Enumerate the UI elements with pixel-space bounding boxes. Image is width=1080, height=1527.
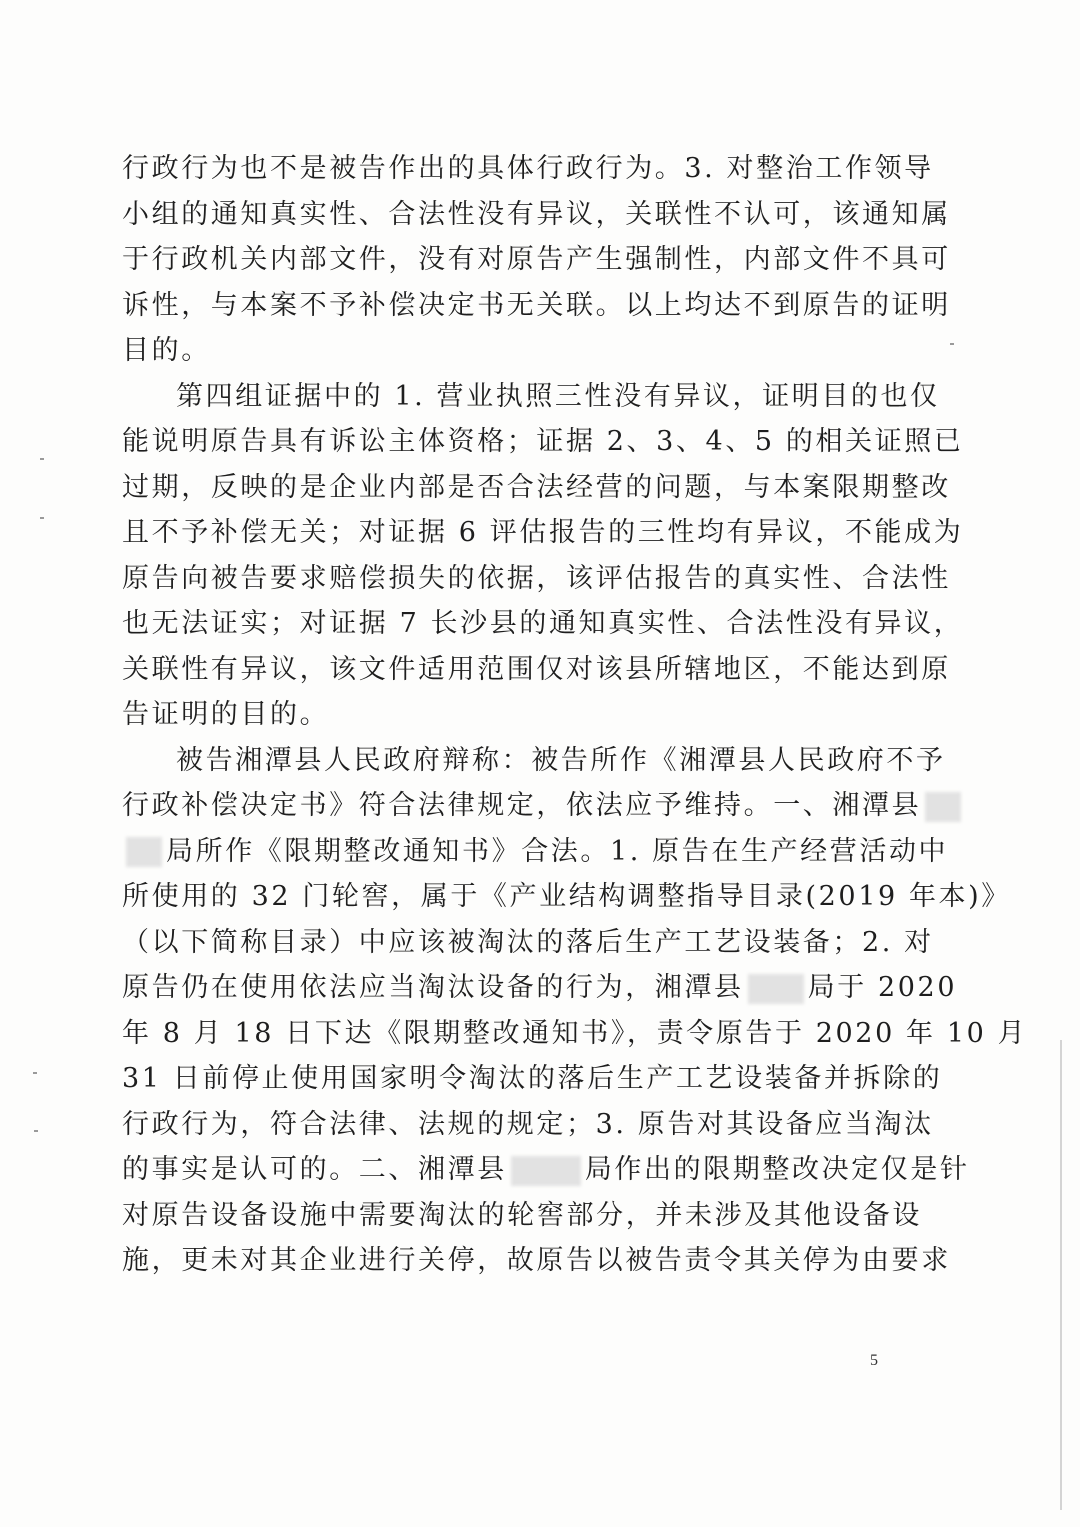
body-line: 行政行为也不是被告作出的具体行政行为。3. 对整治工作领导 <box>122 153 934 184</box>
body-line: 年 8 月 18 日下达《限期整改通知书》，责令原告于 2020 年 10 月 <box>122 1017 1028 1049</box>
body-line: 施，更未对其企业进行关停，故原告以被告责令其关停为由要求 <box>122 1245 951 1276</box>
redaction-mark <box>925 792 961 822</box>
body-line: 于行政机关内部文件，没有对原告产生强制性，内部文件不具可 <box>122 244 951 275</box>
body-line: 过期，反映的是企业内部是否合法经营的问题，与本案限期整改 <box>122 471 951 503</box>
body-line: 告证明的目的。 <box>122 699 330 730</box>
body-line-with-redaction <box>122 1147 970 1193</box>
body-line-with-redaction <box>122 829 949 875</box>
body-line-text: 的事实是认可的。二、湘潭县 <box>122 1154 507 1185</box>
body-line: （以下简称目录）中应该被淘汰的落后生产工艺设装备；2. 对 <box>122 926 934 958</box>
body-line: 第四组证据中的 1. 营业执照三性没有异议，证明目的也仅 <box>176 380 940 412</box>
scan-edge-shadow <box>1060 1040 1062 1510</box>
body-line-text: 局作出的限期整改决定仅是针 <box>584 1154 970 1185</box>
scan-speck <box>34 1130 38 1132</box>
body-line-text: 原告仍在使用依法应当淘汰设备的行为，湘潭县 <box>122 972 744 1003</box>
body-line-with-redaction <box>122 965 958 1011</box>
body-line: 关联性有异议，该文件适用范围仅对该县所辖地区，不能达到原 <box>122 653 951 685</box>
scan-speck <box>33 1072 37 1074</box>
body-line: 能说明原告具有诉讼主体资格；证据 2、3、4、5 的相关证照已 <box>122 426 964 457</box>
redaction-mark <box>511 1156 581 1186</box>
body-line: 31 日前停止使用国家明令淘汰的落后生产工艺设装备并拆除的 <box>122 1063 943 1094</box>
scan-speck <box>950 343 954 345</box>
body-line-text: 行政补偿决定书》符合法律规定，依法应予维持。一、湘潭县 <box>122 790 922 821</box>
body-line-text: 局所作《限期整改通知书》合法。1. 原告在生产经营活动中 <box>166 835 949 867</box>
body-line-text: 局于 2020 <box>807 972 958 1003</box>
body-line: 所使用的 32 门轮窖，属于《产业结构调整指导目录(2019 年本)》 <box>122 881 1011 912</box>
body-line: 被告湘潭县人民政府辩称：被告所作《湘潭县人民政府不予 <box>176 744 946 776</box>
redaction-mark <box>748 974 804 1004</box>
body-line-with-redaction <box>122 783 922 829</box>
page-number: 5 <box>870 1352 878 1369</box>
body-line: 对原告设备设施中需要淘汰的轮窖部分，并未涉及其他设备设 <box>122 1199 922 1231</box>
body-line: 原告向被告要求赔偿损失的依据，该评估报告的真实性、合法性 <box>122 562 951 594</box>
document-body <box>122 146 1028 1284</box>
body-line: 行政行为，符合法律、法规的规定；3. 原告对其设备应当淘汰 <box>122 1108 934 1140</box>
body-line: 小组的通知真实性、合法性没有异议，关联性不认可，该通知属 <box>122 198 951 230</box>
body-line: 目的。 <box>122 335 211 366</box>
redaction-mark <box>126 837 162 867</box>
body-line: 诉性，与本案不予补偿决定书无关联。以上均达不到原告的证明 <box>122 289 951 321</box>
body-line: 也无法证实；对证据 7 长沙县的通知真实性、合法性没有异议， <box>122 608 964 639</box>
scan-speck <box>40 458 44 460</box>
scan-speck <box>40 517 44 519</box>
body-line: 且不予补偿无关；对证据 6 评估报告的三性均有异议，不能成为 <box>122 517 964 548</box>
